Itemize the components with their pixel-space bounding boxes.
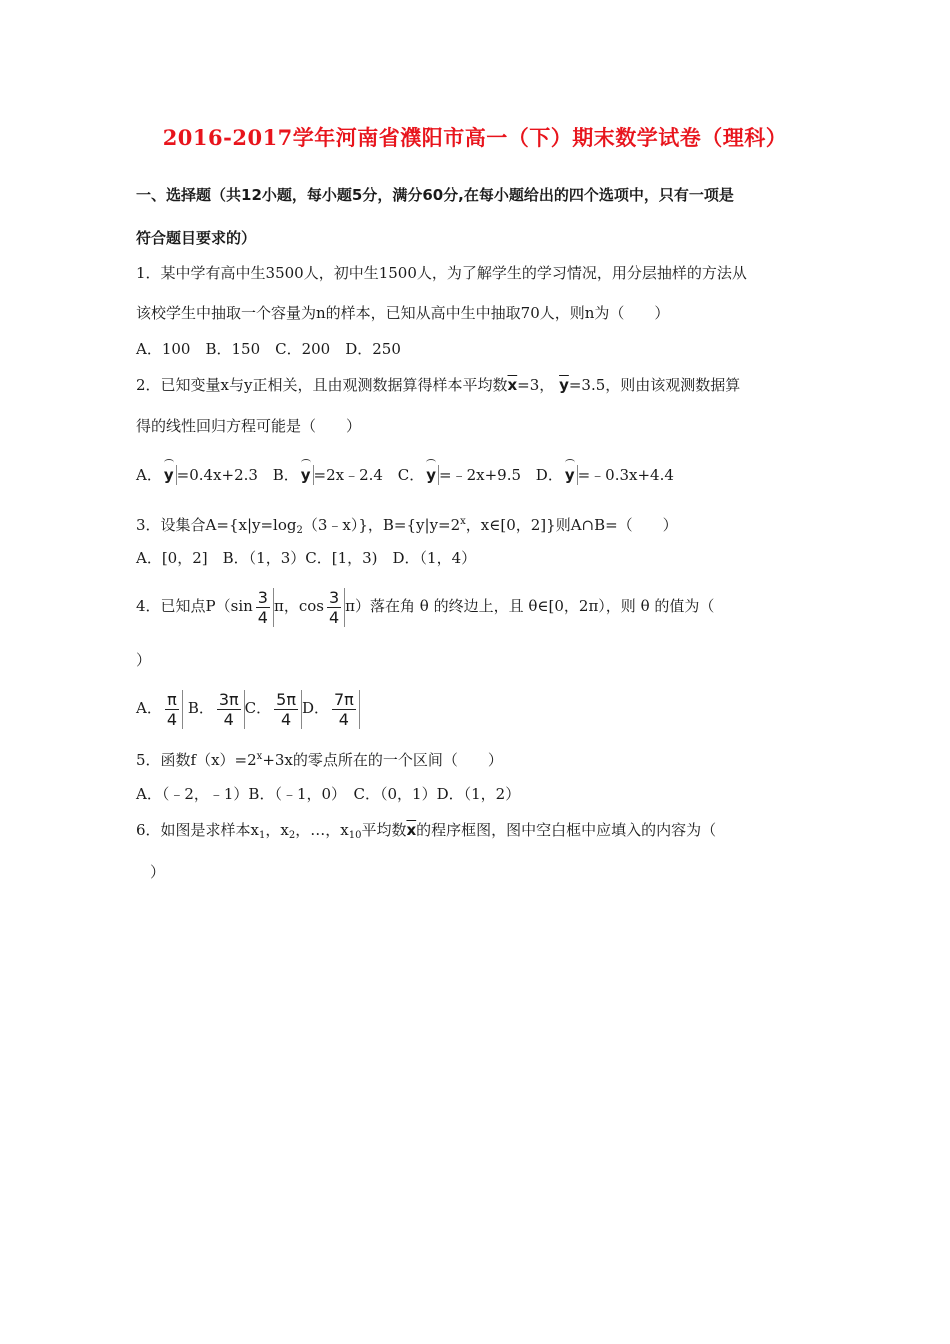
- log-base: 2: [296, 525, 303, 536]
- option-b-text: =2x﹣2.4: [313, 466, 383, 484]
- fraction-numerator: 3π: [218, 689, 239, 709]
- exponent: x: [460, 516, 466, 527]
- option-c-label: C．: [397, 466, 425, 484]
- fraction-numerator: 5π: [276, 689, 296, 709]
- fraction-numerator: 7π: [333, 689, 354, 709]
- fraction-numerator: 3: [328, 587, 340, 607]
- y-hat-symbol: y: [563, 465, 578, 485]
- question-2-text-b: =3.5，则由该观测数据算: [568, 376, 741, 394]
- fraction-denominator: 4: [166, 709, 178, 729]
- option-b-fraction: [214, 690, 245, 729]
- question-4-text-b: π）落在角 θ 的终边上，且 θ∈[0，2π），则 θ 的值为（: [345, 597, 715, 615]
- question-6-text-b: 平均数: [361, 821, 407, 839]
- fraction-denominator: 4: [223, 709, 234, 729]
- separator: ，…，x: [295, 821, 349, 839]
- question-3-text-b: （3﹣x）}，B={y|y=2: [302, 516, 461, 534]
- y-hat-symbol: y: [162, 465, 177, 485]
- option-a-fraction: [162, 690, 183, 729]
- cos-text: ，cos: [283, 597, 324, 615]
- question-5-options: A．（﹣2，﹣1）B．（﹣1，0） C．（0，1）D．（1，2）: [136, 785, 521, 803]
- option-a-label: A．: [136, 466, 162, 484]
- fraction-denominator: 4: [280, 709, 292, 729]
- fraction-three-quarters: [324, 588, 345, 627]
- pi-symbol: π: [273, 597, 284, 615]
- option-b-label: B．: [272, 466, 299, 484]
- question-2-text: [136, 375, 740, 395]
- fraction-numerator: π: [167, 689, 177, 709]
- question-3-text: [136, 512, 678, 541]
- question-1-text-cont: 该校学生中抽取一个容量为n的样本，已知从高中生中抽取70人，则n为（ ）: [136, 304, 670, 322]
- y-bar-symbol: $\overline{y}$: [559, 376, 569, 394]
- option-d-text: =﹣0.3x+4.4: [577, 466, 674, 484]
- fraction-denominator: 4: [257, 607, 268, 627]
- fraction-denominator: 4: [338, 709, 349, 729]
- question-3-options: A．[0，2] B．（1，3）C．[1，3) D．（1，4）: [136, 549, 477, 567]
- option-c-label: C．: [244, 699, 272, 717]
- question-6-text: [136, 820, 716, 846]
- option-c-text: =﹣2x+9.5: [439, 466, 522, 484]
- option-b-label: B．: [187, 699, 214, 717]
- question-5-text-a: 5．函数f（x）=2: [136, 751, 257, 769]
- section-heading-cont: 符合题目要求的）: [136, 229, 257, 247]
- question-2-text-a: 2．已知变量x与y正相关，且由观测数据算得样本平均数: [136, 376, 508, 394]
- question-6-text-cont: ）: [150, 863, 166, 881]
- question-2-options: [136, 465, 674, 485]
- question-3-text-c: ，x∈[0，2]}则A∩B=（ ）: [465, 516, 678, 534]
- fraction-three-quarters: [253, 588, 274, 627]
- exam-title: 2016-2017学年河南省濮阳市高一（下）期末数学试卷（理科）: [162, 125, 788, 150]
- question-5-text: [136, 747, 503, 770]
- x-bar-value: =3，: [517, 376, 555, 394]
- option-c-fraction: [271, 690, 302, 729]
- separator: ，x: [265, 821, 289, 839]
- question-4-text-cont: ）: [136, 651, 152, 669]
- exponent: x: [256, 751, 263, 762]
- x-bar-symbol: $\overline{x}$: [406, 821, 417, 839]
- fraction-numerator: 3: [257, 587, 268, 607]
- subscript-1: 1: [259, 830, 266, 841]
- option-d-label: D．: [301, 699, 329, 717]
- question-4-text: [136, 586, 714, 627]
- option-d-fraction: [329, 690, 360, 729]
- option-d-label: D．: [535, 466, 563, 484]
- fraction-denominator: 4: [328, 607, 340, 627]
- question-1-text: 1．某中学有高中生3500人，初中生1500人，为了解学生的学习情况，用分层抽样的方法从: [136, 264, 747, 282]
- question-4-text-a: 4．已知点P（sin: [136, 597, 253, 615]
- subscript-2: 2: [288, 830, 296, 841]
- question-6-text-c: 的程序框图，图中空白框中应填入的内容为（: [416, 821, 717, 839]
- question-4-options: [136, 686, 360, 730]
- question-3-text-a: 3．设集合A={x|y=log: [136, 516, 297, 534]
- question-6-text-a: 6．如图是求样本x: [136, 821, 260, 839]
- option-a-label: A．: [136, 699, 162, 717]
- y-hat-symbol: y: [299, 465, 314, 485]
- subscript-10: 10: [348, 830, 362, 841]
- section-heading: 一、选择题（共12小题，每小题5分，满分60分,在每小题给出的四个选项中，只有一项是: [136, 186, 734, 204]
- question-1-options: A．100 B．150 C．200 D．250: [136, 340, 401, 358]
- option-a-text: =0.4x+2.3: [176, 466, 258, 484]
- y-hat-symbol: y: [424, 465, 439, 485]
- question-2-text-cont: 得的线性回归方程可能是（ ）: [136, 417, 362, 435]
- question-5-text-b: +3x的零点所在的一个区间（ ）: [262, 751, 503, 769]
- x-bar-symbol: $\overline{x}$: [507, 376, 518, 394]
